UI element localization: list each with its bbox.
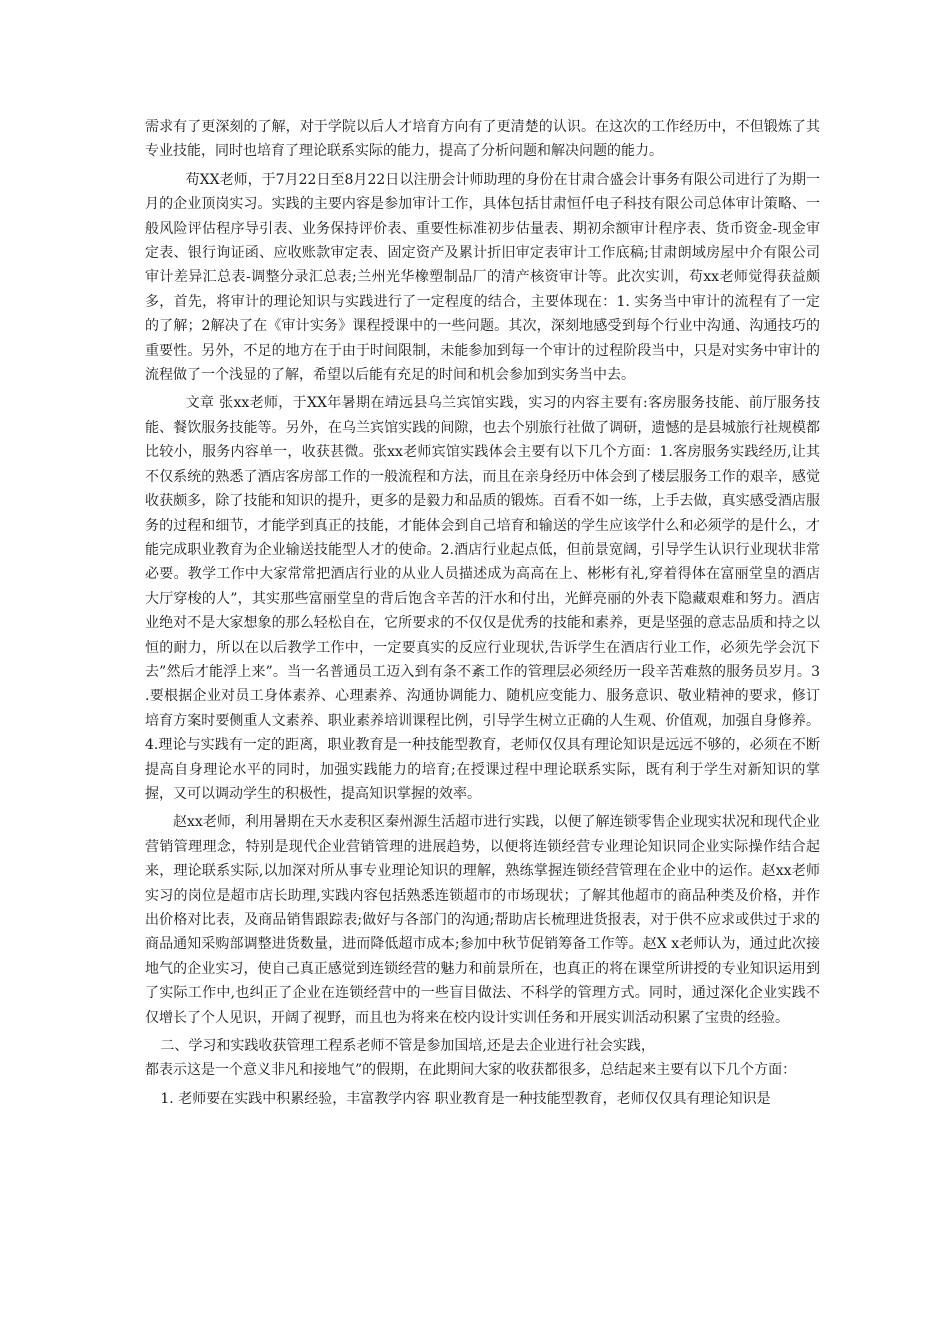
- paragraph-gou-teacher: 苟XX老师，于7月22日至8月22日以注册会计师助理的身份在甘肃合盛会计事务有限公司进行了为期一月的企业顶岗实习。实践的主要内容是参加审计工作，具体包括甘肃恒仟电子科技有限公司总体审计策略、一般风险评估程序导引表、业务保持评价表、重要性标准初步估量表、期初余额审计程序表、货币资金-现金审定表、银行询证函、应收账款审定表、固定资产及累计折旧审定表审计工作底稿;甘肃朗域房屋中介有限公司审计差异汇总表-调整分录汇总表;兰州光华橡塑制品厂的清产核资审计等。此次实训，苟xx老师觉得获益颇多，首先，将审计的理论知识与实践进行了一定程度的结合，主要体现在：1. 实务当中审计的流程有了一定的了解；2解决了在《审计实务》课程授课中的一些问题。其次，深刻地感受到每个行业中沟通、沟通技巧的重要性。另外，不足的地方在于由于时间限制，未能参加到每一个审计的过程阶段当中，只是对实务中审计的流程做了一个浅显的了解，希望以后能有充足的时间和机会参加到实务当中去。: [145, 171, 820, 384]
- paragraph-zhang-teacher: 文章 张xx老师，于XX年暑期在靖远县乌兰宾馆实践，实习的内容主要有:客房服务技能、前厅服务技能、餐饮服务技能等。另外，在乌兰宾馆实践的间隙，也去个别旅行社做了调研，遗憾的是县城旅行社规模都比较小，服务内容单一，收获甚微。张xx老师宾馆实践体会主要有以下几个方面：1.客房服务实践经历,让其不仅系统的熟悉了酒店客房部工作的一般流程和方法，而且在亲身经历中体会到了楼层服务工作的艰辛，感觉收获颇多，除了技能和知识的提升，更多的是毅力和品质的锻炼。百看不如一练，上手去做，真实感受酒店服务的过程和细节，才能学到真正的技能，才能体会到自己培育和输送的学生应该学什么和必须学的是什么，才能完成职业教育为企业输送技能型人才的使命。2.酒店行业起点低，但前景宽阔，引导学生认识行业现状非常必要。教学工作中大家常常把酒店行业的从业人员描述成为高高在上、彬彬有礼,穿着得体在富丽堂皇的酒店大厅穿梭的人”，其实那些富丽堂皇的背后饱含辛苦的汗水和付出，光鲜亮丽的外表下隐藏艰难和努力。酒店业绝对不是大家想象的那么轻松自在，它所要求的不仅仅是优秀的技能和素养，更是坚强的意志品质和持之以恒的耐力，所以在以后教学工作中，一定要真实的反应行业现状,告诉学生在酒店行业工作，必须先学会沉下去”然后才能浮上来”。当一名普通员工迈入到有条不紊工作的管理层必须经历一段辛苦难熬的服务员岁月。3 .要根据企业对员工身体素养、心理素养、沟通协调能力、随机应变能力、服务意识、敬业精神的要求，修订培育方案时要侧重人文素养、职业素养培训课程比例，引导学生树立正确的人生观、价值观，加强自身修养。4.理论与实践有一定的距离，职业教育是一种技能型教育，老师仅仅具有理论知识是远远不够的，必须在不断提高自身理论水平的同时，加强实践能力的培育;在授课过程中理论联系实际，既有利于学生对新知识的掌握，又可以调动学生的积极性，提高知识掌握的效率。: [145, 395, 820, 802]
- paragraph-intro-continuation: 需求有了更深刻的了解，对于学院以后人才培育方向有了更清楚的认识。在这次的工作经历中，不但锻炼了其专业技能，同时也培育了理论联系实际的能力，提高了分析问题和解决问题的能力。: [145, 119, 820, 160]
- paragraph-zhao-teacher: 赵xx老师，利用暑期在天水麦积区秦州源生活超市进行实践，以便了解连锁零售企业现实状况和现代企业营销管理理念，特别是现代企业营销管理的进展趋势，以便将连锁经营专业理论知识同企业实际操作结合起来，理论联系实际,以加深对所从事专业理论知识的理解，熟练掌握连锁经营管理在企业中的运作。赵xx老师实习的岗位是超市店长助理,实践内容包括熟悉连锁超市的市场现状；了解其他超市的商品种类及价格，并作出价格对比表，及商品销售跟踪表;做好与各部门的沟通;帮助店长梳理进货报表，对于供不应求或供过于求的商品通知采购部调整进货数量，进而降低超市成本;参加中秋节促销筹备工作等。赵X x老师认为，通过此次接地气的企业实习，使自己真正感觉到连锁经营的魅力和前景所在，也真正的将在课堂所讲授的专业知识运用到了实际工作中,也纠正了企业在连锁经营中的一些盲目做法、不科学的管理方式。同时，通过深化企业实践不仅增长了个人见识，开阔了视野，而且也为将来在校内设计实训任务和开展实训活动积累了宝贵的经验。: [145, 814, 820, 1026]
- document-body: [145, 115, 820, 1111]
- list-item-1: 1. 老师要在实践中积累经验，丰富教学内容 职业教育是一种技能型教育，老师仅仅具有理论知识是: [160, 1090, 771, 1107]
- paragraph-summary-intro: 都表示这是一个意义非凡和接地气”的假期，在此期间大家的收获都很多，总结起来主要有以下几个方面：: [145, 1062, 797, 1079]
- section-heading-learning-gains: 二、学习和实践收获管理工程系老师不管是参加国培,还是去企业进行社会实践，: [160, 1038, 655, 1055]
